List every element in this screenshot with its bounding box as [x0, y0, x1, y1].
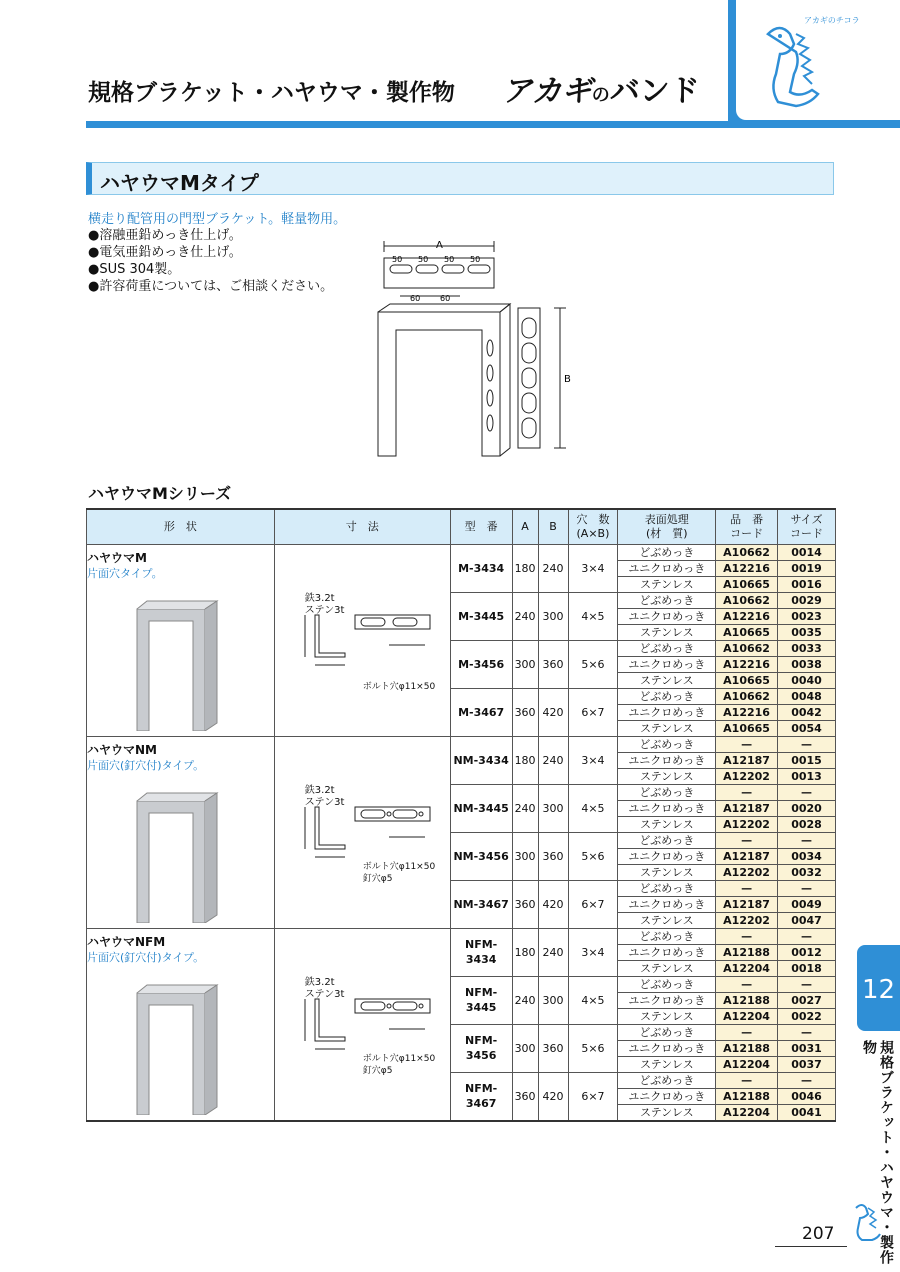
finish-cell: どぶめっき [618, 592, 716, 608]
group-name: ハヤウマM [87, 550, 147, 565]
hole-note: ボルト穴φ11×50 [362, 681, 436, 692]
product-photo [127, 975, 227, 1115]
size-cell: — [778, 976, 836, 992]
size-cell: — [778, 1072, 836, 1088]
dim-b-label: B [564, 374, 571, 385]
model-cell: NFM-3445 [450, 976, 512, 1024]
a-cell: 240 [512, 592, 538, 640]
model-cell: NM-3467 [450, 880, 512, 928]
finish-cell: ユニクロめっき [618, 800, 716, 816]
svg-text:50: 50 [444, 255, 455, 264]
finish-cell: ユニクロめっき [618, 896, 716, 912]
code-cell: A10665 [716, 720, 778, 736]
finish-cell: どぶめっき [618, 1024, 716, 1040]
finish-cell: ステンレス [618, 720, 716, 736]
size-cell: 0015 [778, 752, 836, 768]
code-cell: — [716, 784, 778, 800]
size-cell: 0054 [778, 720, 836, 736]
size-cell: 0048 [778, 688, 836, 704]
code-cell: — [716, 928, 778, 944]
col-size: サイズ コード [778, 509, 836, 544]
svg-text:50: 50 [392, 255, 403, 264]
model-cell: NM-3434 [450, 736, 512, 784]
b-cell: 240 [538, 544, 568, 592]
size-cell: — [778, 736, 836, 752]
size-cell: 0023 [778, 608, 836, 624]
holes-cell: 6×7 [568, 1072, 618, 1121]
b-cell: 360 [538, 832, 568, 880]
b-cell: 420 [538, 880, 568, 928]
finish-cell: ユニクロめっき [618, 704, 716, 720]
svg-text:50: 50 [470, 255, 481, 264]
finish-cell: どぶめっき [618, 1072, 716, 1088]
a-cell: 240 [512, 784, 538, 832]
code-cell: A10662 [716, 688, 778, 704]
code-cell: A12204 [716, 1104, 778, 1121]
col-b: B [538, 509, 568, 544]
size-cell: 0034 [778, 848, 836, 864]
dim-a-label: A [436, 240, 443, 251]
dim-note: 鉄3.2t ステン3t [304, 592, 345, 616]
holes-cell: 5×6 [568, 832, 618, 880]
finish-cell: ステンレス [618, 1008, 716, 1024]
code-cell: A10665 [716, 576, 778, 592]
product-drawing [370, 238, 580, 460]
finish-cell: どぶめっき [618, 544, 716, 560]
feature-item: ●電気亜鉛めっき仕上げ。 [88, 245, 242, 260]
col-holes: 穴 数 (A×B) [568, 509, 618, 544]
col-model: 型 番 [450, 509, 512, 544]
b-cell: 360 [538, 1024, 568, 1072]
b-cell: 360 [538, 640, 568, 688]
a-cell: 180 [512, 928, 538, 976]
size-cell: 0047 [778, 912, 836, 928]
size-cell: 0019 [778, 560, 836, 576]
model-cell: NM-3456 [450, 832, 512, 880]
feature-list [88, 227, 333, 295]
code-cell: A12188 [716, 944, 778, 960]
size-cell: — [778, 784, 836, 800]
holes-cell: 5×6 [568, 1024, 618, 1072]
finish-cell: ステンレス [618, 912, 716, 928]
dim-cell [274, 544, 450, 736]
size-cell: — [778, 832, 836, 848]
size-cell: 0012 [778, 944, 836, 960]
feature-item: ●SUS 304製。 [88, 262, 181, 277]
finish-cell: どぶめっき [618, 688, 716, 704]
shape-cell [87, 736, 275, 928]
a-cell: 240 [512, 976, 538, 1024]
code-cell: A10662 [716, 544, 778, 560]
code-cell: A10662 [716, 592, 778, 608]
holes-cell: 4×5 [568, 784, 618, 832]
a-cell: 180 [512, 544, 538, 592]
product-photo [127, 591, 227, 731]
page-header-title: 規格ブラケット・ハヤウマ・製作物 [88, 80, 455, 106]
mascot-small-icon [848, 1200, 882, 1244]
page-number: 207 [802, 1224, 835, 1244]
code-cell: A12216 [716, 560, 778, 576]
code-cell: A12187 [716, 800, 778, 816]
model-cell: M-3467 [450, 688, 512, 736]
header-rule [86, 121, 728, 128]
table-row [87, 928, 836, 944]
finish-cell: どぶめっき [618, 832, 716, 848]
model-cell: M-3445 [450, 592, 512, 640]
svg-text:60: 60 [440, 294, 451, 303]
table-row [87, 544, 836, 560]
finish-cell: どぶめっき [618, 976, 716, 992]
holes-cell: 3×4 [568, 928, 618, 976]
finish-cell: どぶめっき [618, 784, 716, 800]
finish-cell: どぶめっき [618, 640, 716, 656]
dim-cell [274, 928, 450, 1121]
code-cell: A12204 [716, 1008, 778, 1024]
size-cell: 0032 [778, 864, 836, 880]
size-cell: — [778, 880, 836, 896]
code-cell: — [716, 832, 778, 848]
b-cell: 300 [538, 976, 568, 1024]
holes-cell: 5×6 [568, 640, 618, 688]
mascot-icon [750, 14, 830, 114]
size-cell: 0033 [778, 640, 836, 656]
size-cell: 0042 [778, 704, 836, 720]
code-cell: A12187 [716, 896, 778, 912]
size-cell: 0038 [778, 656, 836, 672]
a-cell: 300 [512, 832, 538, 880]
code-cell: A12188 [716, 992, 778, 1008]
size-cell: — [778, 928, 836, 944]
size-cell: 0035 [778, 624, 836, 640]
series-title: ハヤウマMシリーズ [88, 484, 232, 503]
code-cell: A12202 [716, 816, 778, 832]
code-cell: A12187 [716, 848, 778, 864]
finish-cell: ユニクロめっき [618, 1040, 716, 1056]
product-description: 横走り配管用の門型ブラケット。軽量物用。 [88, 212, 347, 227]
size-cell: 0022 [778, 1008, 836, 1024]
page-number-rule [775, 1246, 847, 1247]
feature-item: ●溶融亜鉛めっき仕上げ。 [88, 228, 242, 243]
size-cell: 0018 [778, 960, 836, 976]
col-shape: 形 状 [87, 509, 275, 544]
code-cell: A12188 [716, 1088, 778, 1104]
code-cell: A12216 [716, 656, 778, 672]
code-cell: A12216 [716, 704, 778, 720]
holes-cell: 6×7 [568, 880, 618, 928]
dim-note: 鉄3.2t ステン3t [304, 784, 345, 808]
shape-cell [87, 928, 275, 1121]
holes-cell: 4×5 [568, 976, 618, 1024]
a-cell: 360 [512, 880, 538, 928]
code-cell: A12188 [716, 1040, 778, 1056]
size-cell: 0016 [778, 576, 836, 592]
finish-cell: ユニクロめっき [618, 1088, 716, 1104]
group-name: ハヤウマNFM [87, 934, 166, 949]
size-cell: 0014 [778, 544, 836, 560]
size-cell: 0049 [778, 896, 836, 912]
a-cell: 300 [512, 640, 538, 688]
a-cell: 300 [512, 1024, 538, 1072]
finish-cell: ユニクロめっき [618, 992, 716, 1008]
finish-cell: ユニクロめっき [618, 848, 716, 864]
code-cell: A10665 [716, 672, 778, 688]
code-cell: A10665 [716, 624, 778, 640]
size-cell: 0040 [778, 672, 836, 688]
svg-text:50: 50 [418, 255, 429, 264]
size-cell: 0027 [778, 992, 836, 1008]
finish-cell: ステンレス [618, 1056, 716, 1072]
finish-cell: ステンレス [618, 960, 716, 976]
col-finish: 表面処理 (材 質) [618, 509, 716, 544]
hole-note: ボルト穴φ11×50 釘穴φ5 [362, 861, 436, 884]
code-cell: — [716, 1072, 778, 1088]
holes-cell: 3×4 [568, 544, 618, 592]
finish-cell: どぶめっき [618, 928, 716, 944]
svg-text:60: 60 [410, 294, 421, 303]
code-cell: — [716, 880, 778, 896]
shape-cell [87, 544, 275, 736]
finish-cell: ユニクロめっき [618, 608, 716, 624]
code-cell: A10662 [716, 640, 778, 656]
hole-note: ボルト穴φ11×50 釘穴φ5 [362, 1053, 436, 1076]
finish-cell: ステンレス [618, 864, 716, 880]
col-a: A [512, 509, 538, 544]
b-cell: 240 [538, 736, 568, 784]
code-cell: A12187 [716, 752, 778, 768]
chapter-tab: 12 [857, 945, 900, 1031]
finish-cell: ステンレス [618, 624, 716, 640]
code-cell: A12216 [716, 608, 778, 624]
section-banner [86, 162, 834, 195]
size-cell: 0031 [778, 1040, 836, 1056]
model-cell: NFM-3467 [450, 1072, 512, 1121]
code-cell: — [716, 1024, 778, 1040]
table-row [87, 736, 836, 752]
a-cell: 360 [512, 1072, 538, 1121]
model-cell: NFM-3434 [450, 928, 512, 976]
size-cell: 0029 [778, 592, 836, 608]
holes-cell: 4×5 [568, 592, 618, 640]
a-cell: 180 [512, 736, 538, 784]
model-cell: NM-3445 [450, 784, 512, 832]
code-cell: A12202 [716, 864, 778, 880]
code-cell: A12204 [716, 960, 778, 976]
section-title: ハヤウマMタイプ [100, 171, 259, 195]
dim-note: 鉄3.2t ステン3t [304, 976, 345, 1000]
size-cell: — [778, 1024, 836, 1040]
product-photo [127, 783, 227, 923]
b-cell: 420 [538, 1072, 568, 1121]
size-cell: 0020 [778, 800, 836, 816]
finish-cell: ステンレス [618, 672, 716, 688]
finish-cell: ユニクロめっき [618, 752, 716, 768]
code-cell: A12202 [716, 768, 778, 784]
group-sub: 片面穴タイプ。 [87, 566, 163, 580]
finish-cell: ステンレス [618, 1104, 716, 1121]
dim-cell [274, 736, 450, 928]
group-sub: 片面穴(釘穴付)タイプ。 [87, 950, 205, 964]
size-cell: 0046 [778, 1088, 836, 1104]
feature-item: ●許容荷重については、ご相談ください。 [88, 279, 334, 294]
size-cell: 0013 [778, 768, 836, 784]
size-cell: 0028 [778, 816, 836, 832]
finish-cell: ステンレス [618, 816, 716, 832]
model-cell: NFM-3456 [450, 1024, 512, 1072]
brand-logo: アカギのバンド [502, 74, 700, 109]
spec-table [86, 508, 836, 1122]
col-code: 品 番 コード [716, 509, 778, 544]
mascot-caption: アカギのチコラ [804, 16, 860, 25]
code-cell: A12202 [716, 912, 778, 928]
col-dim: 寸 法 [274, 509, 450, 544]
size-cell: 0041 [778, 1104, 836, 1121]
finish-cell: ユニクロめっき [618, 656, 716, 672]
group-name: ハヤウマNM [87, 742, 157, 757]
finish-cell: ユニクロめっき [618, 560, 716, 576]
model-cell: M-3434 [450, 544, 512, 592]
b-cell: 240 [538, 928, 568, 976]
finish-cell: どぶめっき [618, 736, 716, 752]
b-cell: 300 [538, 592, 568, 640]
holes-cell: 3×4 [568, 736, 618, 784]
a-cell: 360 [512, 688, 538, 736]
finish-cell: ユニクロめっき [618, 944, 716, 960]
group-sub: 片面穴(釘穴付)タイプ。 [87, 758, 205, 772]
finish-cell: どぶめっき [618, 880, 716, 896]
b-cell: 420 [538, 688, 568, 736]
code-cell: A12204 [716, 1056, 778, 1072]
model-cell: M-3456 [450, 640, 512, 688]
b-cell: 300 [538, 784, 568, 832]
finish-cell: ステンレス [618, 576, 716, 592]
chapter-label: 規格ブラケット・ハヤウマ・製作物 [861, 1040, 894, 1265]
code-cell: — [716, 736, 778, 752]
size-cell: 0037 [778, 1056, 836, 1072]
holes-cell: 6×7 [568, 688, 618, 736]
code-cell: — [716, 976, 778, 992]
finish-cell: ステンレス [618, 768, 716, 784]
